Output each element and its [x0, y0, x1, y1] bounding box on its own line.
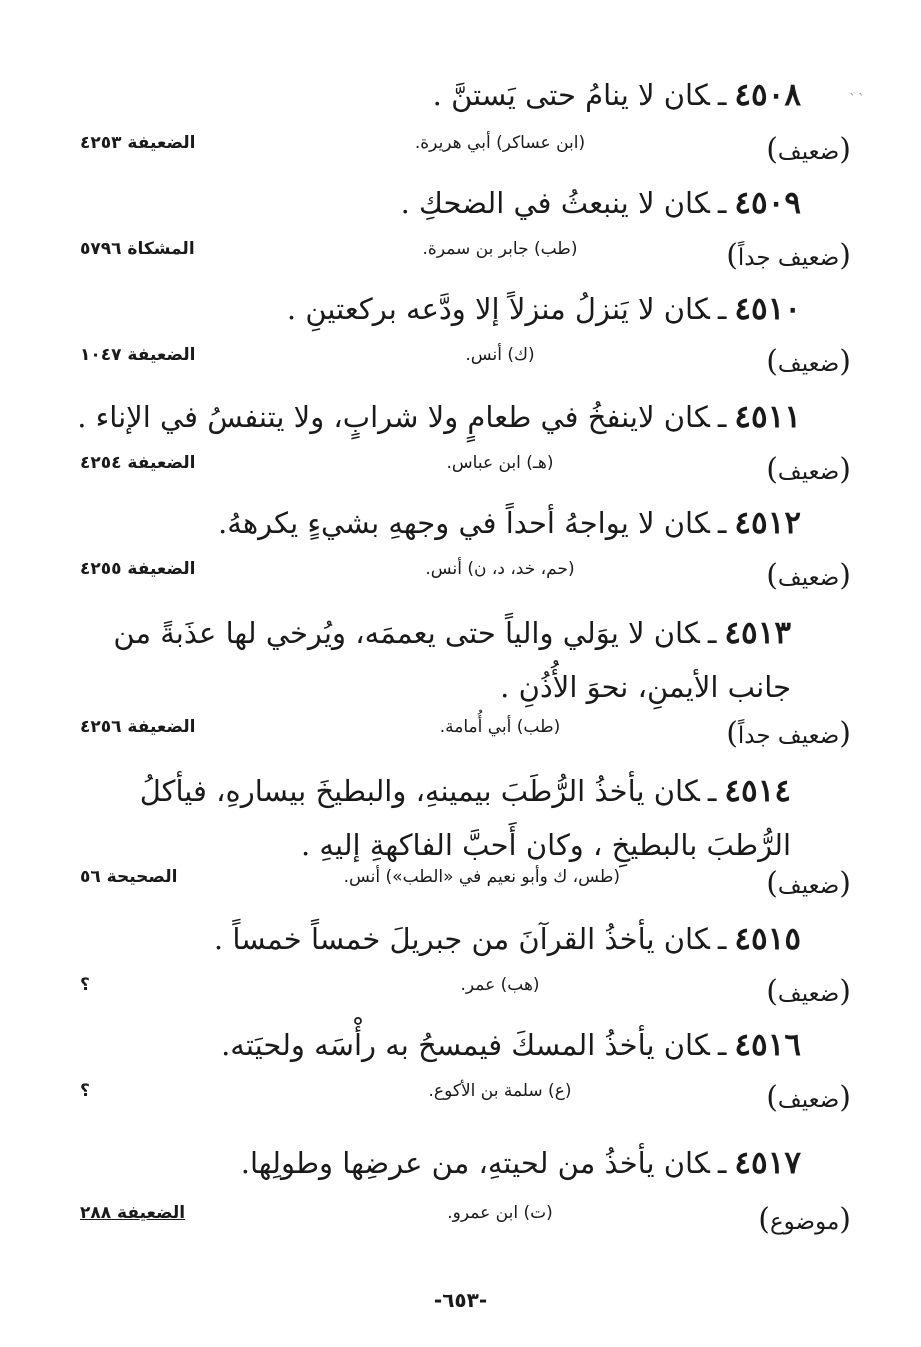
source-label: (ت) ابن عمرو.	[447, 1203, 553, 1223]
hadith-text: كان لا يوَلي والياً حتى يعممَه، ويُرخي لها عذَبةً من جانب الأيمنِ، نحوَ الأُذُنِ .	[113, 616, 791, 704]
hadith-entry: ٤٥٠٩ـكان لا ينبعثُ في الضحكِ .	[400, 185, 801, 221]
hadith-text: كان يأخذُ الرُّطَبَ بيمينهِ، والبطيخَ بيسارهِ، فيأكلُ الرُّطبَ بالبطيخِ ، وكان أَحبَّ الفاكهةِ إليهِ .	[139, 774, 791, 862]
source-label: (ع) سلمة بن الأكوع.	[428, 1081, 572, 1101]
hadith-number: ٤٥٠٩	[734, 185, 801, 221]
hadith-text: كان لاينفخُ في طعامٍ ولا شرابٍ، ولا يتنفسُ في الإناء .	[77, 400, 710, 434]
page-number: -٦٥٣-	[433, 1288, 488, 1312]
page-speck-mark: ``	[849, 92, 867, 108]
hadith-meta	[80, 712, 851, 756]
reference-label: الصحيحة ٥٦	[80, 867, 178, 887]
grade-label: (ضعيف)	[766, 974, 851, 1009]
hadith-number: ٤٥١٣	[724, 615, 791, 651]
hadith-entry: ٤٥١٤ـكان يأخذُ الرُّطَبَ بيمينهِ، والبطيخَ بيسارهِ، فيأكلُ الرُّطبَ بالبطيخِ ، وكان أَحبَّ الفاكهةِ إليهِ .	[139, 773, 791, 862]
reference-label: الضعيفة ١٠٤٧	[80, 345, 196, 365]
hadith-entry: ٤٥١٦ـكان يأخذُ المسكَ فيمسحُ به رأْسَه ولحيَته.	[221, 1027, 801, 1063]
grade-label: (ضعيف)	[766, 344, 851, 379]
hadith-number: ٤٥١٥	[734, 921, 801, 957]
hadith-entry: ٤٥١١ـكان لاينفخُ في طعامٍ ولا شرابٍ، ولا يتنفسُ في الإناء .	[77, 399, 801, 435]
grade-label: (ضعيف)	[766, 452, 851, 487]
hadith-number: ٤٥١٠	[734, 291, 801, 327]
hadith-entry: ٤٥١٠ـكان لا يَنزلُ منزلاً إلا ودَّعه بركعتينِ .	[286, 291, 801, 327]
hadith-number: ٤٥٠٨	[734, 77, 801, 113]
hadith-text: كان لا يواجهُ أحداً في وجههِ بشيءٍ يكرههُ.	[218, 506, 710, 540]
hadith-entry: ٤٥١٧ـكان يأخذُ من لحيتهِ، من عرضِها وطولِها.	[240, 1145, 801, 1181]
hadith-meta	[80, 1198, 851, 1242]
hadith-number: ٤٥١٧	[734, 1145, 801, 1181]
hadith-text: كان يأخذُ القرآنَ من جبريلَ خمساً خمساً .	[213, 922, 710, 956]
source-label: (طب) جابر بن سمرة.	[422, 239, 578, 259]
reference-label: ؟	[80, 1081, 90, 1101]
reference-label: الضعيفة ٤٢٥٥	[80, 559, 196, 579]
hadith-number: ٤٥١٤	[724, 773, 791, 809]
source-label: (ك) أنس.	[465, 345, 535, 365]
source-label: (طس، ك وأبو نعيم في «الطب») أنس.	[343, 867, 620, 887]
source-label: (هب) عمر.	[460, 975, 540, 995]
grade-label: (ضعيف)	[766, 1080, 851, 1115]
hadith-text: كان يأخذُ من لحيتهِ، من عرضِها وطولِها.	[240, 1146, 710, 1180]
source-label: (طب) أبي أُمامة.	[439, 717, 561, 737]
hadith-entry: ٤٥١٥ـكان يأخذُ القرآنَ من جبريلَ خمساً خمساً .	[213, 921, 801, 957]
hadith-text: كان لا ينبعثُ في الضحكِ .	[400, 186, 710, 220]
reference-label: الضعيفة ٤٢٥٣	[80, 133, 196, 153]
hadith-meta	[80, 1076, 851, 1120]
hadith-text: كان لا يَنزلُ منزلاً إلا ودَّعه بركعتينِ .	[286, 292, 710, 326]
reference-label: ؟	[80, 975, 90, 995]
grade-label: (ضعيف)	[766, 558, 851, 593]
hadith-meta	[80, 234, 851, 278]
source-label: (ابن عساكر) أبي هريرة.	[414, 133, 586, 153]
hadith-number: ٤٥١١	[734, 399, 801, 435]
grade-label: (موضوع)	[758, 1202, 851, 1237]
hadith-entry: ٤٥١٣ـكان لا يوَلي والياً حتى يعممَه، ويُرخي لها عذَبةً من جانب الأيمنِ، نحوَ الأُذُنِ .	[113, 615, 791, 704]
hadith-meta	[80, 970, 851, 1014]
grade-label: (ضعيف جداً)	[726, 238, 851, 273]
source-label: (هـ) ابن عباس.	[446, 453, 554, 473]
reference-label: الضعيفة ٤٢٥٦	[80, 717, 196, 737]
hadith-entry: ٤٥٠٨ـكان لا ينامُ حتى يَستنَّ .	[432, 77, 801, 113]
hadith-meta	[80, 862, 851, 906]
reference-label: الضعيفة ٢٨٨	[80, 1203, 186, 1223]
hadith-number: ٤٥١٢	[734, 505, 801, 541]
grade-label: (ضعيف جداً)	[726, 716, 851, 751]
hadith-meta	[80, 128, 851, 172]
source-label: (حم، خد، د، ن) أنس.	[425, 559, 575, 579]
hadith-entry: ٤٥١٢ـكان لا يواجهُ أحداً في وجههِ بشيءٍ يكرههُ.	[218, 505, 801, 541]
grade-label: (ضعيف)	[766, 132, 851, 167]
hadith-meta	[80, 340, 851, 384]
hadith-number: ٤٥١٦	[734, 1027, 801, 1063]
reference-label: المشكاة ٥٧٩٦	[80, 239, 195, 259]
hadith-text: كان يأخذُ المسكَ فيمسحُ به رأْسَه ولحيَته.	[221, 1028, 710, 1062]
reference-label: الضعيفة ٤٢٥٤	[80, 453, 196, 473]
hadith-text: كان لا ينامُ حتى يَستنَّ .	[432, 78, 710, 112]
hadith-meta	[80, 554, 851, 598]
grade-label: (ضعيف)	[766, 866, 851, 901]
hadith-meta	[80, 448, 851, 492]
